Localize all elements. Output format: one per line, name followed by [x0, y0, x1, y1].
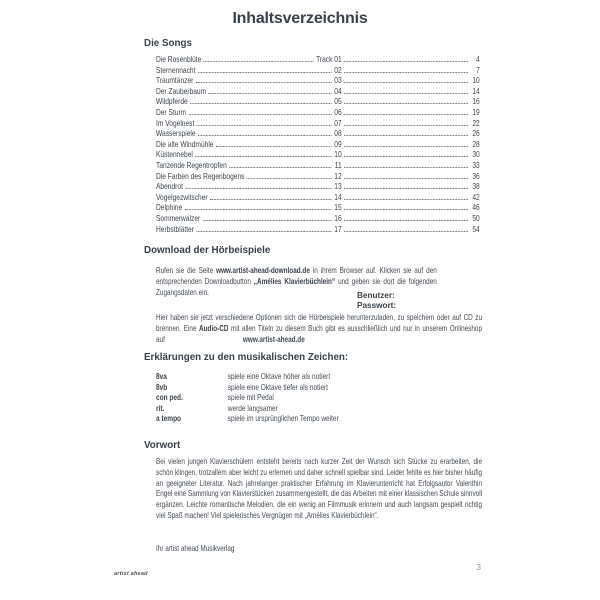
song-row-right [342, 54, 480, 65]
body-text: Hier haben sie jetzt verschiedene Optionen sich die Hörbeispiele herunterzuladen, zu speichern oder auf CD zu brennen. Eine [156, 313, 483, 333]
symbol-row [156, 382, 480, 393]
song-page-number: 50 [472, 212, 480, 223]
song-title: Abendrot [156, 181, 183, 192]
song-row-right [342, 139, 480, 150]
song-row [156, 86, 480, 97]
dotted-leader [344, 146, 468, 147]
song-track-number: 13 [334, 181, 342, 192]
user-label: Benutzer: [357, 291, 395, 300]
song-page-number: 42 [472, 191, 480, 202]
symbol-row [156, 403, 480, 414]
page-title: Inhaltsverzeichnis [232, 10, 368, 27]
song-row [156, 118, 480, 129]
song-row-left [156, 171, 342, 182]
song-row-right [342, 213, 480, 224]
symbols-section-heading: Erklärungen zu den musikalischen Zeichen: [144, 352, 349, 363]
symbol-term: a tempo [156, 413, 182, 424]
song-row-right [342, 160, 480, 171]
song-page-number: 28 [472, 138, 480, 149]
dotted-leader [196, 231, 331, 232]
dotted-leader [344, 103, 468, 104]
song-title: Vogelgezwitscher [156, 191, 208, 202]
footer-page-number: 3 [476, 562, 481, 572]
song-title: Die alte Windmühle [156, 138, 214, 149]
dotted-leader [208, 93, 331, 94]
song-row [156, 213, 480, 224]
song-row-right [342, 118, 480, 129]
dotted-leader [210, 199, 332, 200]
song-row-left [156, 65, 342, 76]
symbol-row [156, 413, 480, 424]
song-title: Sternennacht [156, 64, 196, 75]
symbol-meaning: spiele eine Oktave höher als notiert [227, 371, 331, 381]
song-track-number: 07 [334, 117, 342, 128]
dotted-leader [344, 220, 468, 221]
body-text: in ihrem Browser auf. Klicken sie auf den entsprechenden Downloadbutton [156, 266, 437, 286]
symbol-meaning: spiele eine Oktave tiefer als notiert [227, 381, 328, 392]
dotted-leader [229, 167, 331, 168]
song-row-right [342, 202, 480, 213]
song-row-right [342, 86, 480, 97]
song-title: Delphine [156, 202, 183, 213]
song-page-number: 16 [472, 96, 480, 107]
song-track-number: 11 [334, 159, 342, 170]
song-row-right [342, 171, 480, 182]
song-title: Im Vogelnest [156, 117, 195, 128]
dotted-leader [197, 125, 332, 126]
dotted-leader [198, 72, 332, 73]
song-page-number: 14 [472, 85, 480, 96]
song-page-number: 38 [472, 181, 480, 192]
song-row-left [156, 139, 342, 150]
song-row [156, 171, 480, 182]
song-page-number: 26 [472, 128, 480, 139]
song-row [156, 128, 480, 139]
download-section-heading: Download der Hörbeispiele [144, 245, 271, 256]
dotted-leader [344, 167, 468, 168]
song-row-left [156, 224, 342, 235]
song-track-number: 02 [334, 64, 342, 75]
songs-section-heading: Die Songs [144, 38, 192, 49]
song-row-left [156, 118, 342, 129]
song-track-number: 12 [334, 170, 342, 181]
song-row-left [156, 75, 342, 86]
song-row-right [342, 65, 480, 76]
song-row-left [156, 160, 342, 171]
song-row-right [342, 149, 480, 160]
dotted-leader [189, 114, 332, 115]
song-row [156, 65, 480, 76]
song-row [156, 107, 480, 118]
song-row-left [156, 213, 342, 224]
song-row-right [342, 75, 480, 86]
song-row [156, 202, 480, 213]
song-row [156, 160, 480, 171]
bold-text: Audio-CD [199, 323, 229, 333]
song-row [156, 149, 480, 160]
publisher-logo: artist ahead [114, 571, 148, 577]
dotted-leader [344, 178, 468, 179]
credentials-block [357, 291, 396, 312]
song-page-number: 22 [472, 117, 480, 128]
dotted-leader [203, 220, 332, 221]
dotted-leader [185, 209, 332, 210]
signoff-line: Ihr artist ahead Musikverlag [156, 544, 235, 553]
dotted-leader [247, 178, 332, 179]
dotted-leader [344, 93, 468, 94]
symbol-term: con ped. [156, 392, 183, 403]
dotted-leader [344, 209, 468, 210]
dotted-leader [185, 188, 331, 189]
song-title: Die Rosenblüte [156, 54, 202, 64]
song-track-number: 10 [334, 149, 342, 160]
bold-text: www.artist-ahead-download.de [216, 266, 310, 275]
dotted-leader [190, 103, 331, 104]
vorwort-section-heading: Vorwort [144, 440, 181, 451]
dotted-leader [216, 146, 332, 147]
symbol-row [156, 371, 480, 382]
song-row-left [156, 192, 342, 203]
song-row [156, 96, 480, 107]
song-page-number: 46 [472, 202, 480, 213]
dotted-leader [344, 61, 468, 62]
song-row-left [156, 86, 342, 97]
body-text: mit allen Titeln zu diesem Buch gibt es ausschließlich und nur in unserem Onlineshop auf [156, 323, 483, 344]
song-row-right [342, 107, 480, 118]
password-label: Passwort: [357, 301, 397, 311]
song-row [156, 181, 480, 192]
symbol-meaning: werde langsamer [227, 402, 278, 413]
song-title: Tanzende Regentropfen [156, 159, 227, 170]
song-title: Die Farben des Regenbogens [156, 170, 245, 181]
dotted-leader [344, 125, 468, 126]
dotted-leader [204, 61, 314, 62]
song-row-left [156, 54, 342, 65]
symbol-term: 8va [156, 371, 167, 381]
song-list [156, 54, 480, 234]
song-track-number: 16 [334, 212, 342, 223]
song-page-number: 33 [472, 159, 480, 170]
song-row [156, 54, 480, 65]
song-title: Der Zauberbaum [156, 85, 207, 96]
song-track-number: 08 [334, 128, 342, 139]
song-row-left [156, 149, 342, 160]
dotted-leader [344, 135, 468, 136]
symbol-meaning: spiele mit Pedal [227, 392, 274, 403]
vorwort-paragraph: Bei vielen jungen Klavierschülern entsteht bereits nach kurzer Zeit der Wunsch sich Stücke zu erarbeiten, die schön klingen, trotzallem aber leicht zu erlernen und daher schnell spielbar sind. Leider fehlte es hier bisher häufig an geeigneter Literatur. Nach jahrelanger praktischer Erfahrung im Klavierunterricht hat Erfolgsautor Valenthin Engel eine Sammlung von Klavierstücken zusammengestellt, die das Arbeiten mit einer klassischen Schule sinnvoll ergänzen. Leichte romantische Melodien, die ein wenig an Filmmusik erinnern und auch langsam gespielt richtig viel Spaß machen! Viel spielerisches Vergnügen mit „Amélies Klavierbüchlein“. [156, 457, 483, 520]
shop-url: www.artist-ahead.de [242, 334, 305, 344]
dotted-leader [344, 199, 468, 200]
song-track-number: 03 [334, 75, 342, 86]
song-track-number: 17 [334, 223, 342, 234]
song-title: Wasserspiele [156, 128, 196, 139]
song-title: Der Sturm [156, 106, 187, 117]
song-track-number: 05 [334, 96, 342, 107]
song-track-number: 06 [334, 106, 342, 117]
dotted-leader [344, 114, 468, 115]
symbols-list [156, 371, 480, 424]
song-title: Küstennebel [156, 149, 193, 160]
song-title: Traumtänzer [156, 75, 194, 86]
song-page-number: 19 [472, 106, 480, 117]
song-row [156, 75, 480, 86]
song-row-left [156, 107, 342, 118]
song-track-number: 04 [334, 85, 342, 96]
dotted-leader [344, 188, 468, 189]
song-row-right [342, 128, 480, 139]
song-page-number: 4 [476, 54, 480, 64]
dotted-leader [344, 82, 468, 83]
song-row-right [342, 192, 480, 203]
song-row [156, 192, 480, 203]
download-paragraph-2 [156, 313, 482, 345]
symbol-row [156, 392, 480, 403]
song-row-left [156, 202, 342, 213]
song-page-number: 30 [472, 149, 480, 160]
song-row [156, 139, 480, 150]
song-row [156, 224, 480, 235]
song-page-number: 7 [476, 64, 480, 75]
bold-text: „Amélies Klavierbüchlein“ [253, 276, 336, 286]
dotted-leader [196, 82, 332, 83]
song-page-number: 54 [472, 223, 480, 234]
song-row-right [342, 96, 480, 107]
symbol-term: 8vb [156, 381, 168, 392]
song-page-number: 36 [472, 170, 480, 181]
dotted-leader [344, 231, 468, 232]
song-track-number: 09 [334, 138, 342, 149]
song-title: Sommerwalzer [156, 212, 201, 223]
song-title: Wildpferde [156, 96, 188, 107]
symbol-term: rit. [156, 402, 165, 413]
dotted-leader [198, 135, 332, 136]
dotted-leader [195, 156, 331, 157]
song-row-left [156, 96, 342, 107]
song-track-number: Track 01 [316, 54, 342, 64]
body-text: Rufen sie die Seite [156, 266, 217, 275]
song-page-number: 10 [472, 75, 480, 86]
song-track-number: 14 [334, 191, 342, 202]
song-row-right [342, 181, 480, 192]
song-row-left [156, 128, 342, 139]
body-text: und geben sie dort die folgenden Zugangsdaten ein. [156, 276, 437, 297]
song-title: Herbstblätter [156, 223, 194, 234]
dotted-leader [344, 156, 468, 157]
symbol-meaning: spiele im ursprünglichen Tempo weiter [227, 413, 339, 424]
song-row-left [156, 181, 342, 192]
song-row-right [342, 224, 480, 235]
dotted-leader [344, 72, 468, 73]
song-track-number: 15 [334, 202, 342, 213]
